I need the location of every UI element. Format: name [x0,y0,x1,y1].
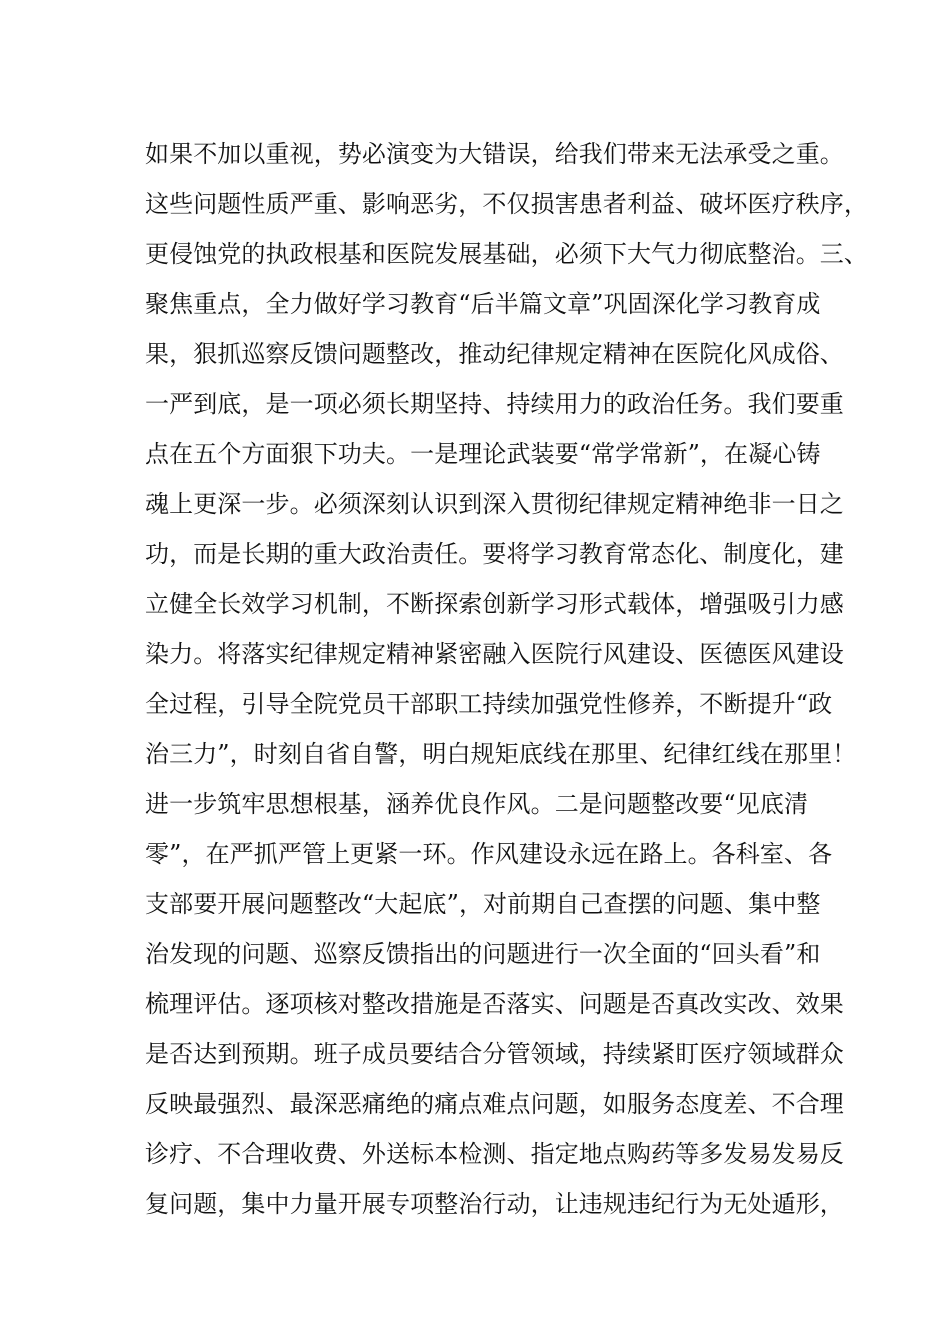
text-line: 一严到底，是一项必须长期坚持、持续用力的政治任务。我们要重 [145,390,844,418]
text-line: 如果不加以重视，势必演变为大错误，给我们带来无法承受之重。 [145,140,844,168]
text-line: 更侵蚀党的执政根基和医院发展基础，必须下大气力彻底整治。三、 [145,240,868,268]
text-line: 全过程，引导全院党员干部职工持续加强党性修养，不断提升“政 [145,690,833,718]
text-line: 进一步筑牢思想根基，涵养优良作风。二是问题整改要“见底清 [145,790,809,818]
text-line: 聚焦重点，全力做好学习教育“后半篇文章”巩固深化学习教育成 [145,290,821,318]
text-line: 梳理评估。逐项核对整改措施是否落实、问题是否真改实改、效果 [145,990,844,1018]
text-line: 是否达到预期。班子成员要结合分管领域，持续紧盯医疗领域群众 [145,1040,844,1068]
text-line: 功，而是长期的重大政治责任。要将学习教育常态化、制度化，建 [145,540,844,568]
text-line: 治三力”，时刻自省自警，明白规矩底线在那里、纪律红线在那里！ [145,740,857,768]
text-line: 立健全长效学习机制，不断探索创新学习形式载体，增强吸引力感 [145,590,844,618]
text-line: 魂上更深一步。必须深刻认识到深入贯彻纪律规定精神绝非一日之 [145,490,844,518]
text-line: 复问题，集中力量开展专项整治行动，让违规违纪行为无处遁形， [145,1190,844,1218]
text-line: 反映最强烈、最深恶痛绝的痛点难点问题，如服务态度差、不合理 [145,1090,844,1118]
body-text [145,129,868,1229]
text-line: 零”，在严抓严管上更紧一环。作风建设永远在路上。各科室、各 [145,840,833,868]
text-line: 这些问题性质严重、影响恶劣，不仅损害患者利益、破坏医疗秩序， [145,190,868,218]
text-line: 支部要开展问题整改“大起底”，对前期自己查摆的问题、集中整 [145,890,821,918]
text-line: 果，狠抓巡察反馈问题整改，推动纪律规定精神在医院化风成俗、 [145,340,844,368]
text-line: 治发现的问题、巡察反馈指出的问题进行一次全面的“回头看”和 [145,940,821,968]
text-line: 点在五个方面狠下功夫。一是理论武装要“常学常新”，在凝心铸 [145,440,821,468]
text-line: 染力。将落实纪律规定精神紧密融入医院行风建设、医德医风建设 [145,640,844,668]
text-line: 诊疗、不合理收费、外送标本检测、指定地点购药等多发易发易反 [145,1140,844,1168]
